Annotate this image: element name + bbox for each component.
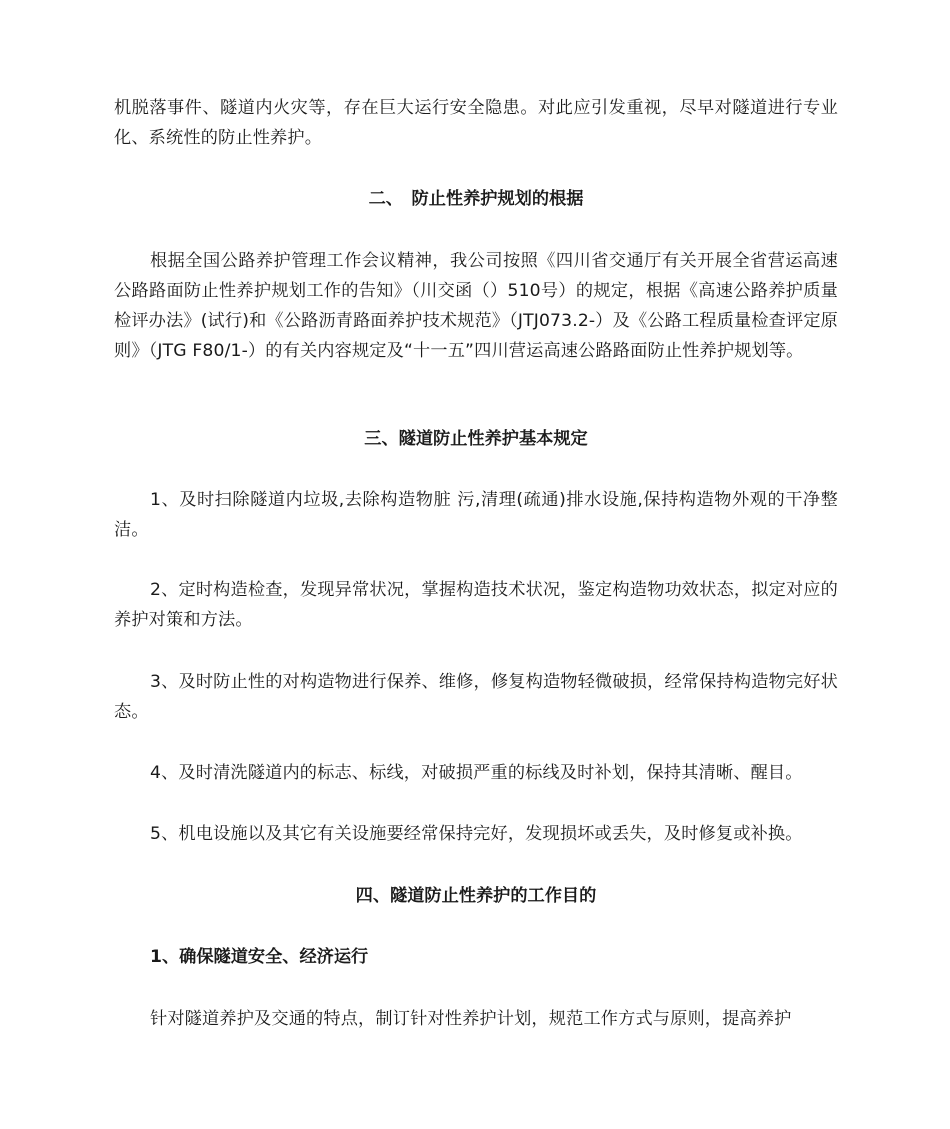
section4-heading: 四、隧道防止性养护的工作目的 <box>355 886 597 906</box>
section3-item-3: 3、及时防止性的对构造物进行保养、维修，修复构造物轻微破损，经常保持构造物完好状态。 <box>114 672 838 722</box>
section2-heading: 二、 防止性养护规划的根据 <box>368 189 584 209</box>
section3-heading: 三、隧道防止性养护基本规定 <box>364 429 588 449</box>
section3-item-2: 2、定时构造检查，发现异常状况，掌握构造技术状况，鉴定构造物功效状态，拟定对应的养护对策和方法。 <box>114 580 838 630</box>
section3-item-5: 5、机电设施以及其它有关设施要经常保持完好，发现损坏或丢失，及时修复或补换。 <box>150 824 803 844</box>
section2-paragraph: 根据全国公路养护管理工作会议精神，我公司按照《四川省交通厅有关开展全省营运高速公路路面防止性养护规划工作的告知》（川交函（）510号）的规定，根据《高速公路养护质量检评办法》(试行)和《公路沥青路面养护技术规范》（JTJ073.2-）及《公路工程质量检查评定原则》（JTG F80/1-）的有关内容规定及“十一五”四川营运高速公路路面防止性养护规划等。 <box>114 251 838 361</box>
section4-sub1-paragraph: 针对隧道养护及交通的特点，制订针对性养护计划，规范工作方式与原则，提高养护 <box>150 1009 792 1029</box>
intro-paragraph: 机脱落事件、隧道内火灾等，存在巨大运行安全隐患。对此应引发重视，尽早对隧道进行专业化、系统性的防止性养护。 <box>114 98 838 148</box>
section3-item-4: 4、及时清洗隧道内的标志、标线，对破损严重的标线及时补划，保持其清晰、醒目。 <box>150 763 803 783</box>
section3-item-1: 1、及时扫除隧道内垃圾,去除构造物脏 污,清理(疏通)排水设施,保持构造物外观的干净整洁。 <box>114 490 838 540</box>
section4-sub1-heading: 1、确保隧道安全、经济运行 <box>150 947 369 967</box>
